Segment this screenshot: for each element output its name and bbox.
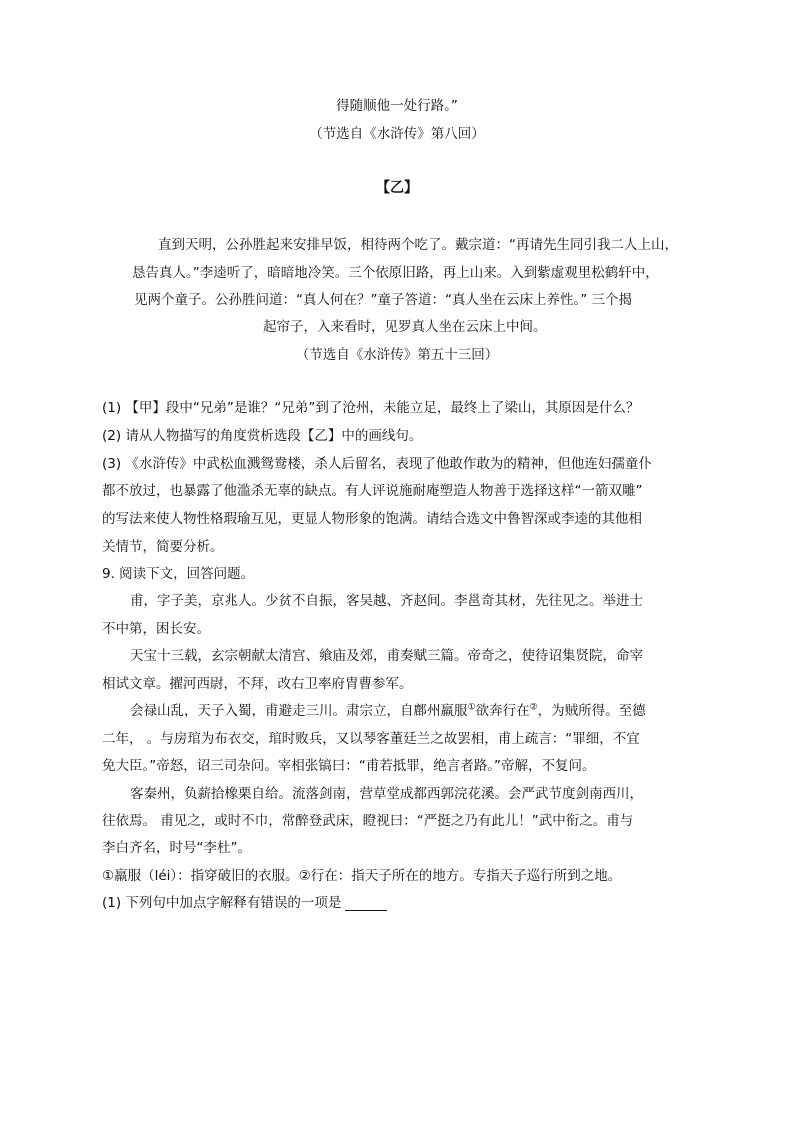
footnote-marker-1: ① xyxy=(467,702,476,713)
yi-line-4: 起帘子，入来看时，见罗真人坐在云床上中间。 xyxy=(263,319,547,335)
footnotes: ①羸服（léi）：指穿破旧的衣服。②行在：指天子所在的地方。专指天子巡行所到之地。 xyxy=(102,868,622,884)
q9-p1-line1: 甫，字子美，京兆人。少贫不自振，客吴越、齐赵间。李邕奇其材，先往见之。举进士 xyxy=(130,593,643,609)
answer-blank[interactable] xyxy=(345,896,387,911)
q8-sub3-line2: 都不放过，也暴露了他滥杀无辜的缺点。有人评说施耐庵塑造人物善于选择这样“一箭双雕” xyxy=(102,483,643,499)
yi-line-3: 见两个童子。公孙胜问道：“真人何在？”童子答道：“真人坐在云床上养性。” 三个揭 xyxy=(134,292,633,308)
jia-tail-line: 得随顺他一处行路。” xyxy=(336,98,458,114)
q8-sub3-line1: (3) 《水浒传》中武松血溅鸳鸯楼，杀人后留名，表现了他敢作敢为的精神，但他连妇孺童仆 xyxy=(102,456,652,472)
q9-p1-line2: 不中第，困长安。 xyxy=(102,621,210,637)
q9-p2-line2: 相试文章。擢河西尉，不拜，改右卫率府胄曹参军。 xyxy=(102,676,413,692)
q8-sub3-line3: 的写法来使人物性格瑕瑜互见，更显人物形象的饱满。请结合选文中鲁智深或李逵的其他相 xyxy=(102,511,642,527)
q9-p4-line2: 往依焉。 甫见之，或时不巾，常醉登武床，瞪视曰：“严挺之乃有此儿！”武中衔之。甫与 xyxy=(102,813,634,829)
footnote-marker-2: ② xyxy=(529,702,538,713)
q8-sub3-line4: 关情节，简要分析。 xyxy=(102,539,224,555)
q8-sub2: (2) 请从人物描写的角度赏析选段【乙】中的画线句。 xyxy=(102,428,423,444)
q9-sub1 xyxy=(102,891,387,911)
q9-p3-line2: 二年， 。与房琯为布衣交，琯时败兵，又以琴客董廷兰之故罢相，甫上疏言：“罪细，不宜 xyxy=(102,731,640,747)
q9-p2-line1: 天宝十三载，玄宗朝献太清宫、飨庙及郊，甫奏赋三篇。帝奇之，使待诏集贤院，命宰 xyxy=(130,648,643,664)
q9-sub1-text: (1) 下列句中加点字解释有错误的一项是 xyxy=(102,895,342,911)
q8-sub1: (1) 【甲】段中“兄弟”是谁？“兄弟”到了沧州，未能立足，最终上了梁山，其原因是什么？ xyxy=(102,400,640,416)
yi-line-2: 恳告真人。”李逵听了，暗暗地冷笑。三个依原旧路，再上山来。入到紫虚观里松鹤轩中， xyxy=(132,265,659,281)
yi-line-1: 直到天明，公孙胜起来安排早饭，相待两个吃了。戴宗道：“再请先生同引我二人上山， xyxy=(158,237,678,253)
q9-p3-text-b: 欲奔行在 xyxy=(475,703,530,719)
yi-source: （节选自《水浒传》第五十三回） xyxy=(295,347,499,363)
q9-title: 9. 阅读下文，回答问题。 xyxy=(102,566,255,582)
q9-p3-text-a: 会禄山乱，天子入蜀，甫避走三川。肃宗立，自鄜州羸服 xyxy=(130,703,468,719)
q9-p4-line3: 李白齐名，时号“李杜”。 xyxy=(102,840,251,856)
q9-p4-line1: 客秦州，负薪拾橡栗自给。流落剑南，营草堂成都西郭浣花溪。会严武节度剑南西川， xyxy=(130,786,643,802)
q9-p3-line3: 免大臣。”帝怒，诏三司杂问。宰相张镐曰：“甫若抵罪，绝言者路。”帝解，不复问。 xyxy=(102,758,596,774)
q9-p3-text-c: ，为贼所得。至德 xyxy=(537,703,646,719)
yi-heading: 【乙】 xyxy=(376,180,418,196)
jia-source: （节选自《水浒传》第八回） xyxy=(309,126,485,142)
q9-p3-line1 xyxy=(130,699,646,719)
